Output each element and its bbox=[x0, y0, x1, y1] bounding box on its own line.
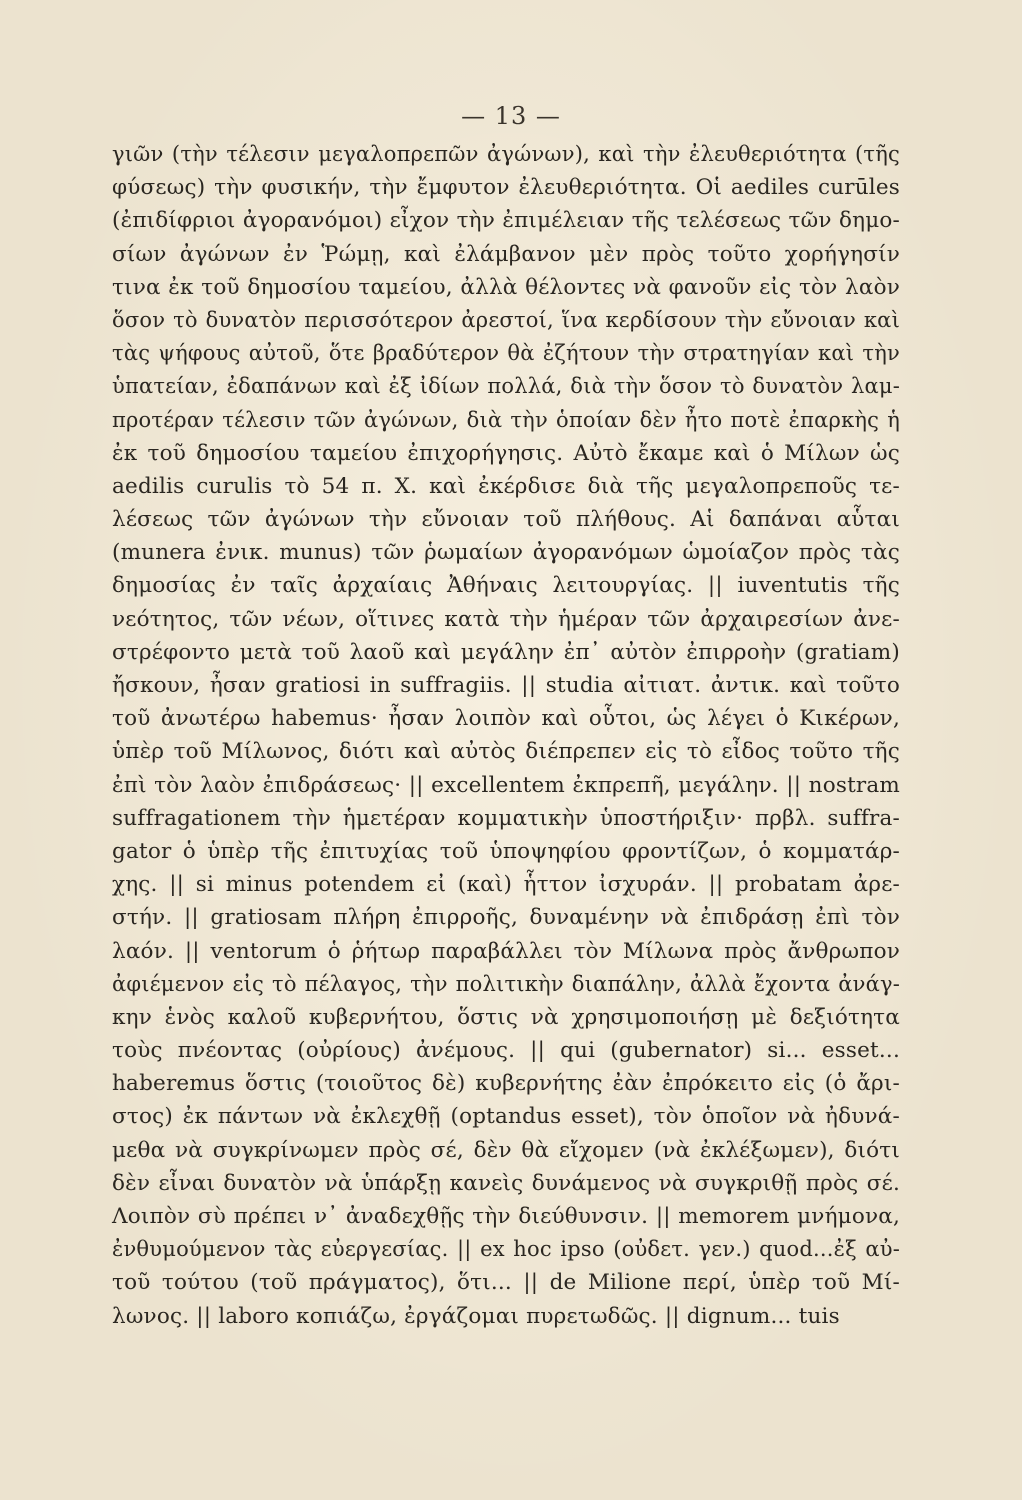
text-line: λωνος. || laboro κοπιάζω, ἐργάζομαι πυρετωδῶς. || dignum... tuis bbox=[112, 1303, 840, 1329]
text-line: aedilis curulis τὸ 54 π. Χ. καὶ ἐκέρδισε διὰ τῆς μεγαλοπρεποῦς τε- bbox=[112, 473, 900, 499]
text-line: ἤσκουν, ἦσαν gratiosi in suffragiis. || studia αἰτιατ. ἀντικ. καὶ τοῦτο bbox=[112, 673, 900, 698]
text-line: Λοιπὸν σὺ πρέπει ν᾽ ἀναδεχθῇς τὴν διεύθυνσιν. || memorem μνήμονα, bbox=[112, 1204, 900, 1229]
text-line: τοῦ τούτου (τοῦ πράγματος), ὅτι... || de Milione περί, ὑπὲρ τοῦ Μί- bbox=[112, 1270, 900, 1296]
text-line: ἐπὶ τὸν λαὸν ἐπιδράσεως· || excellentem ἐκπρεπῆ, μεγάλην. || nostram bbox=[112, 772, 900, 798]
text-line: κην ἑνὸς καλοῦ κυβερνήτου, ὅστις νὰ χρησιμοποιήσῃ μὲ δεξιότητα bbox=[112, 1004, 900, 1030]
text-line: λέσεως τῶν ἀγώνων τὴν εὔνοιαν τοῦ πλήθους. Αἱ δαπάναι αὗται bbox=[112, 507, 900, 533]
text-line: στήν. || gratiosam πλήρη ἐπιρροῆς, δυναμένην νὰ ἐπιδράσῃ ἐπὶ τὸν bbox=[112, 905, 900, 931]
text-line: ὑπὲρ τοῦ Μίλωνος, διότι καὶ αὐτὸς διέπρεπεν εἰς τὸ εἶδος τοῦτο τῆς bbox=[112, 739, 900, 765]
text-line: (munera ἐνικ. munus) τῶν ῥωμαίων ἀγορανόμων ὡμοίαζον πρὸς τὰς bbox=[112, 540, 900, 566]
text-line: ἐκ τοῦ δημοσίου ταμείου ἐπιχορήγησις. Αὐτὸ ἔκαμε καὶ ὁ Μίλων ὡς bbox=[112, 440, 900, 466]
text-line: μεθα νὰ συγκρίνωμεν πρὸς σέ, δὲν θὰ εἴχομεν (νὰ ἐκλέξωμεν), διότι bbox=[112, 1137, 900, 1163]
text-line: τινα ἐκ τοῦ δημοσίου ταμείου, ἀλλὰ θέλοντες νὰ φανοῦν εἰς τὸν λαὸν bbox=[112, 274, 900, 300]
commentary-text bbox=[112, 138, 900, 1333]
text-line: (ἐπιδίφριοι ἀγορανόμοι) εἶχον τὴν ἐπιμέλειαν τῆς τελέσεως τῶν δημο- bbox=[112, 208, 900, 234]
text-line: χης. || si minus potendem εἰ (καὶ) ἧττον ἰσχυράν. || probatam ἀρε- bbox=[112, 872, 900, 898]
page-number: — 13 — bbox=[461, 102, 561, 130]
text-line: haberemus ὅστις (τοιοῦτος δὲ) κυβερνήτης ἐὰν ἐπρόκειτο εἰς (ὁ ἄρι- bbox=[112, 1071, 900, 1097]
text-line: ἀφιέμενον εἰς τὸ πέλαγος, τὴν πολιτικὴν διαπάλην, ἀλλὰ ἔχοντα ἀνάγ- bbox=[112, 971, 900, 996]
text-line: suffragationem τὴν ἡμετέραν κομματικὴν ὑποστήριξιν· πρβλ. suffra- bbox=[112, 805, 900, 831]
text-line: δημοσίας ἐν ταῖς ἀρχαίαις Ἀθήναις λειτουργίας. || iuventutis τῆς bbox=[112, 573, 900, 599]
text-line: gator ὁ ὑπὲρ τῆς ἐπιτυχίας τοῦ ὑποψηφίου φροντίζων, ὁ κομματάρ- bbox=[112, 838, 900, 864]
text-line: σίων ἀγώνων ἐν Ῥώμῃ, καὶ ἐλάμβανον μὲν πρὸς τοῦτο χορήγησίν bbox=[112, 241, 900, 267]
text-line: φύσεως) τὴν φυσικήν, τὴν ἔμφυτον ἐλευθεριότητα. Οἱ aediles curūles bbox=[112, 175, 900, 201]
text-line: γιῶν (τὴν τέλεσιν μεγαλοπρεπῶν ἀγώνων), καὶ τὴν ἐλευθεριότητα (τῆς bbox=[112, 142, 900, 166]
text-line: στρέφοντο μετὰ τοῦ λαοῦ καὶ μεγάλην ἐπ᾽ αὐτὸν ἐπιρροὴν (gratiam) bbox=[112, 639, 900, 665]
text-line: δὲν εἶναι δυνατὸν νὰ ὑπάρξῃ κανεὶς δυνάμενος νὰ συγκριθῇ πρὸς σέ. bbox=[112, 1170, 900, 1196]
text-line: ὅσον τὸ δυνατὸν περισσότερον ἀρεστοί, ἵνα κερδίσουν τὴν εὔνοιαν καὶ bbox=[112, 307, 900, 332]
text-line: νεότητος, τῶν νέων, οἵτινες κατὰ τὴν ἡμέραν τῶν ἀρχαιρεσίων ἀνε- bbox=[112, 606, 900, 632]
text-line: τοὺς πνέοντας (οὐρίους) ἀνέμους. || qui (gubernator) si... esset... bbox=[112, 1038, 900, 1064]
text-line: στος) ἐκ πάντων νὰ ἐκλεχθῇ (optandus esset), τὸν ὁποῖον νὰ ἠδυνά- bbox=[112, 1104, 900, 1130]
text-line: ἐνθυμούμενον τὰς εὐεργεσίας. || ex hoc ipso (οὐδετ. γεν.) quod...ἐξ αὐ- bbox=[112, 1237, 900, 1262]
text-line: ὑπατείαν, ἐδαπάνων καὶ ἐξ ἰδίων πολλά, διὰ τὴν ὅσον τὸ δυνατὸν λαμ- bbox=[112, 374, 900, 399]
text-line: τοῦ ἀνωτέρω habemus· ἦσαν λοιπὸν καὶ οὗτοι, ὡς λέγει ὁ Κικέρων, bbox=[112, 706, 900, 732]
text-line: λαόν. || ventorum ὁ ῥήτωρ παραβάλλει τὸν Μίλωνα πρὸς ἄνθρωπον bbox=[112, 938, 900, 964]
text-line: τὰς ψήφους αὐτοῦ, ὅτε βραδύτερον θὰ ἐζήτουν τὴν στρατηγίαν καὶ τὴν bbox=[112, 341, 900, 366]
text-line: προτέραν τέλεσιν τῶν ἀγώνων, διὰ τὴν ὁποίαν δὲν ἦτο ποτὲ ἐπαρκὴς ἡ bbox=[112, 407, 900, 432]
